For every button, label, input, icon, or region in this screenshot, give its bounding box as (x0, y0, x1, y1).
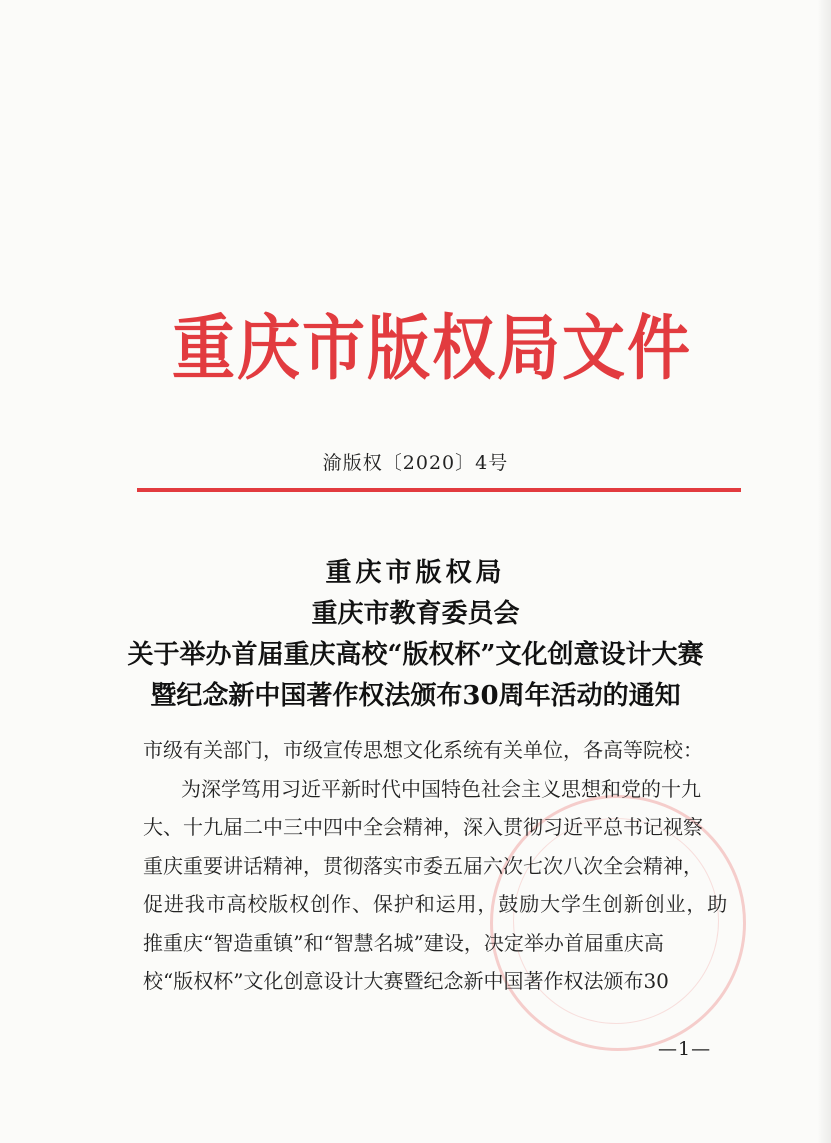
title-issuer-1: 重庆市版权局 (325, 558, 506, 588)
notice-body (143, 731, 753, 1001)
body-line: 校“版权杯”文化创意设计大赛暨纪念新中国著作权法颁布30 (143, 969, 669, 993)
red-divider-line (137, 488, 741, 492)
page-number: —1— (658, 1038, 712, 1060)
body-line: 推重庆“智造重镇”和“智慧名城”建设，决定举办首届重庆高 (143, 930, 664, 955)
body-line: 促进我市高校版权创作、保护和运用，鼓励大学生创新创业，助 (143, 892, 729, 916)
notice-title-block (0, 553, 831, 717)
salutation: 市级有关部门，市级宣传思想文化系统有关单位，各高等院校： (143, 738, 703, 762)
title-subject-1: 关于举办首届重庆高校“版权杯”文化创意设计大赛 (127, 640, 704, 670)
title-subject-2: 暨纪念新中国著作权法颁布30周年活动的通知 (150, 681, 681, 711)
body-line: 为深学笃用习近平新时代中国特色社会主义思想和党的十九 (181, 776, 701, 801)
masthead-title: 重庆市版权局文件 (172, 307, 692, 390)
title-issuer-2: 重庆市教育委员会 (311, 599, 520, 629)
body-line: 大、十九届二中三中四中全会精神，深入贯彻习近平总书记视察 (143, 815, 703, 839)
document-number: 渝版权〔2020〕4号 (322, 452, 509, 474)
body-line: 重庆重要讲话精神，贯彻落实市委五届六次七次八次全会精神， (143, 853, 703, 878)
